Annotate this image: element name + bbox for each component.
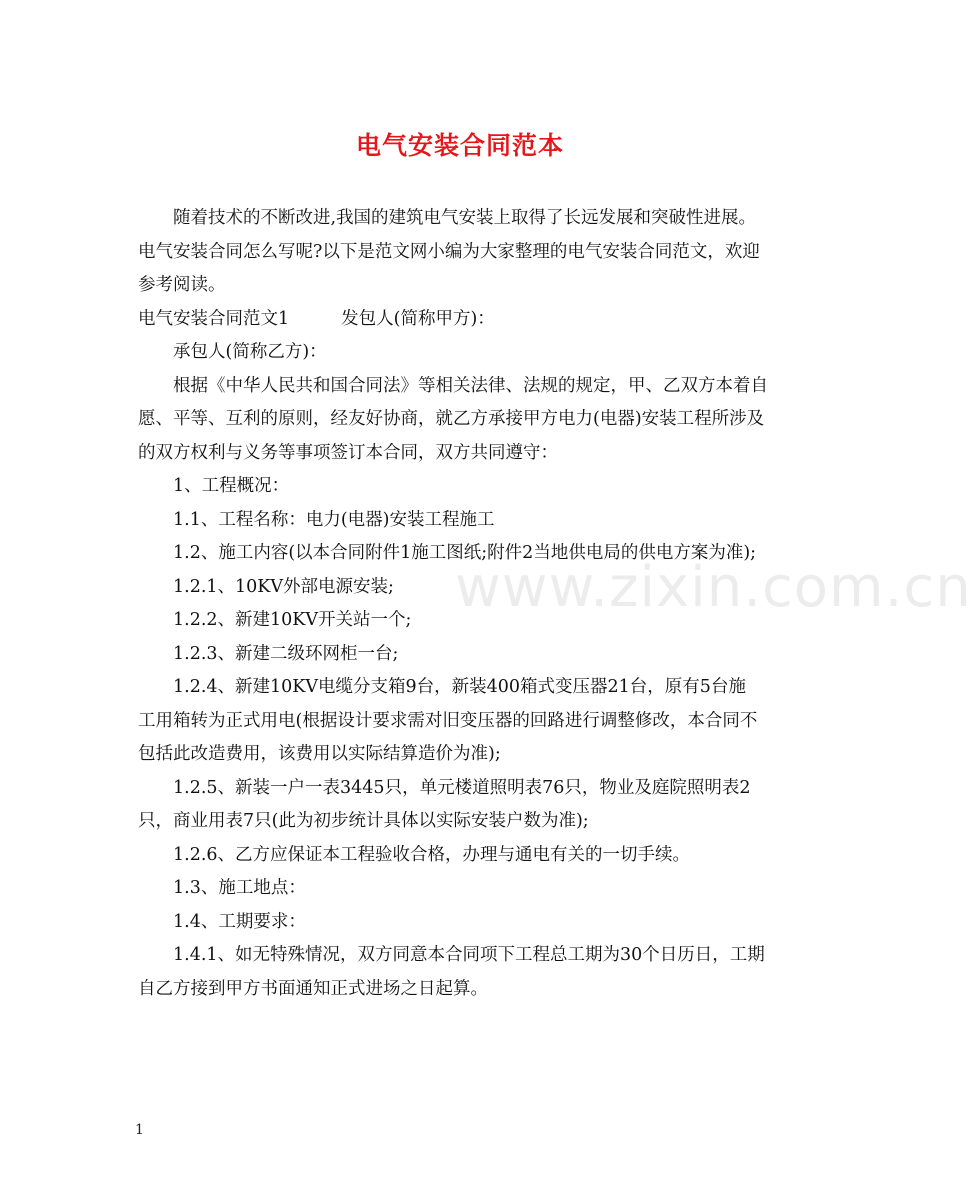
section-heading: 电气安装合同范文1	[138, 308, 290, 329]
clause-line: 1.2.5、新装一户一表3445只，单元楼道照明表76只，物业及庭院照明表2	[173, 777, 751, 798]
clause-line: 1.4、工期要求：	[173, 911, 306, 932]
clause-line: 1.2.4、新建10KV电缆分支箱9台，新装400箱式变压器21台，原有5台施	[173, 677, 746, 697]
clause-line: 只，商业用表7只(此为初步统计具体以实际安装户数为准);	[138, 811, 589, 831]
paragraph-line: 根据《中华人民共和国合同法》等相关法律、法规的规定，甲、乙双方本着自	[173, 375, 768, 396]
clause-heading: 1、工程概况：	[173, 476, 290, 496]
paragraph-line: 随着技术的不断改进,我国的建筑电气安装上取得了长远发展和突破性进展。	[173, 208, 757, 228]
clause-line: 1.4.1、如无特殊情况，双方同意本合同项下工程总工期为30个日历日，工期	[173, 945, 765, 965]
clause-line: 自乙方接到甲方书面通知正式进场之日起算。	[138, 978, 488, 999]
page-number: 1	[135, 1122, 144, 1138]
clause-line: 1.2.3、新建二级环网柜一台;	[173, 643, 399, 664]
paragraph-line: 参考阅读。	[138, 275, 226, 295]
clause-line: 1.2.2、新建10KV开关站一个;	[173, 610, 412, 630]
clause-line: 1.2.1、10KV外部电源安装;	[173, 576, 394, 597]
clause-line: 1.2、施工内容(以本合同附件1施工图纸;附件2当地供电局的供电方案为准);	[173, 543, 757, 563]
paragraph-line: 的双方权利与义务等事项签订本合同，双方共同遵守：	[138, 442, 558, 463]
section-heading-line	[138, 303, 788, 337]
party-a-label: 发包人(简称甲方)：	[341, 308, 495, 329]
paragraph-line: 电气安装合同怎么写呢?以下是范文网小编为大家整理的电气安装合同范文，欢迎	[138, 241, 760, 262]
clause-line: 工用箱转为正式用电(根据设计要求需对旧变压器的回路进行调整修改，本合同不	[138, 710, 758, 731]
clause-line: 1.3、施工地点：	[173, 878, 306, 898]
clause-line: 1.2.6、乙方应保证本工程验收合格，办理与通电有关的一切手续。	[173, 844, 691, 865]
paragraph-line: 愿、平等、互利的原则，经友好协商，就乙方承接甲方电力(电器)安装工程所涉及	[138, 409, 765, 429]
clause-line: 包括此改造费用，该费用以实际结算造价为准);	[138, 744, 501, 764]
clause-line: 1.1、工程名称：电力(电器)安装工程施工	[173, 509, 495, 530]
party-b-label: 承包人(简称乙方)：	[173, 342, 327, 362]
document-title: 电气安装合同范本	[355, 131, 564, 160]
watermark: www.zixin.com.cn	[455, 555, 972, 620]
